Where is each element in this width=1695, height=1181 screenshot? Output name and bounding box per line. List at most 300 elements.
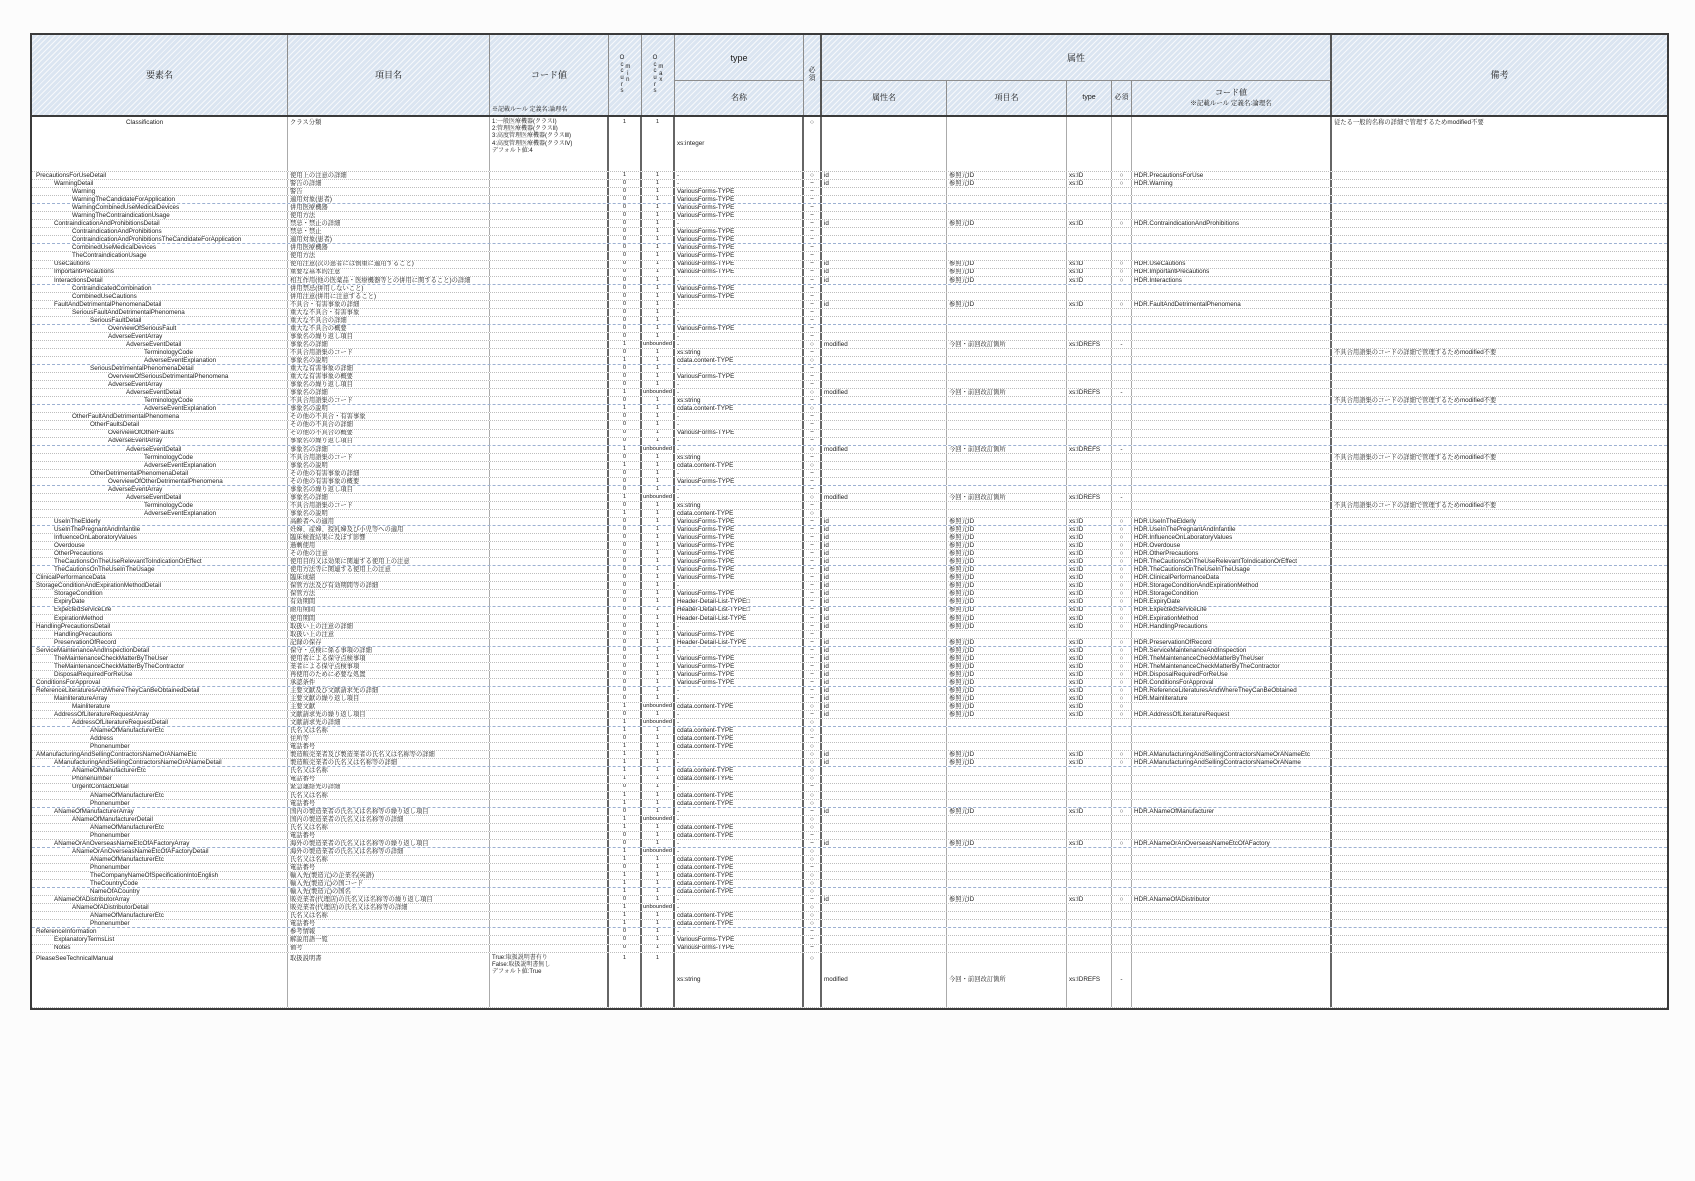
cell-item-name: 使用目的又は効果に関連する使用上の注意	[288, 558, 490, 565]
cell-attr-item	[947, 117, 1067, 171]
cell-occurs-min: 0	[609, 373, 642, 380]
cell-occurs-min: 1	[609, 510, 642, 517]
cell-code-value: True:取扱説明書有り False:取扱説明書無し デフォルト値:True	[490, 953, 609, 1007]
cell-occurs-min: 0	[609, 590, 642, 597]
cell-required: −	[804, 365, 822, 372]
cell-required: ○	[804, 800, 822, 807]
cell-attr-item: 参照元ID	[947, 558, 1067, 565]
cell-attr-code	[1132, 236, 1332, 243]
cell-code-value	[490, 454, 609, 461]
cell-required: −	[804, 936, 822, 943]
cell-required: −	[804, 655, 822, 662]
cell-attr-name: modified	[822, 494, 947, 501]
cell-element-name: WarningCombinedUseMedicalDevices	[32, 204, 288, 211]
cell-attr-item	[947, 252, 1067, 259]
col-header-type: type	[675, 35, 804, 81]
cell-element-name: TerminologyCode	[32, 502, 288, 509]
cell-code-value	[490, 590, 609, 597]
cell-occurs-min: 0	[609, 896, 642, 903]
table-row	[32, 502, 1667, 510]
cell-attr-name	[822, 413, 947, 420]
cell-attr-name: id	[822, 695, 947, 702]
cell-attr-required: ○	[1112, 751, 1132, 758]
cell-remarks	[1332, 751, 1667, 758]
cell-attr-code	[1132, 478, 1332, 485]
table-row	[32, 542, 1667, 550]
cell-attr-type	[1067, 816, 1112, 823]
cell-occurs-min: 0	[609, 397, 642, 404]
cell-required: −	[804, 381, 822, 388]
cell-attr-name	[822, 188, 947, 195]
cell-element-name: TheCautionsOnTheUseRelevantToIndicationOrEffect	[32, 558, 288, 565]
cell-occurs-min: 0	[609, 454, 642, 461]
cell-attr-item	[947, 317, 1067, 324]
cell-attr-item: 参照元ID	[947, 687, 1067, 694]
cell-type: cdata.content-TYPE	[675, 864, 804, 871]
cell-attr-name	[822, 510, 947, 517]
cell-attr-code	[1132, 784, 1332, 791]
cell-occurs-max: 1	[642, 598, 675, 605]
cell-occurs-min: 0	[609, 365, 642, 372]
col-header-remarks: 備考	[1490, 70, 1509, 80]
cell-required: −	[804, 832, 822, 839]
cell-attr-item: 参照元ID	[947, 711, 1067, 718]
cell-code-value	[490, 945, 609, 952]
cell-attr-name	[822, 880, 947, 887]
table-row	[32, 204, 1667, 212]
cell-attr-type	[1067, 800, 1112, 807]
cell-attr-required	[1112, 285, 1132, 292]
cell-attr-item	[947, 293, 1067, 300]
cell-attr-required	[1112, 430, 1132, 437]
cell-required: −	[804, 470, 822, 477]
cell-remarks: 不具合用語集のコードの詳細で管理するためmodified不要	[1334, 397, 1497, 405]
cell-item-name: 住所等	[288, 735, 490, 742]
cell-attr-code: HDR.ReferenceLiteraturesAndWhereTheyCanBeObtained	[1132, 687, 1332, 694]
cell-occurs-max: 1	[642, 727, 675, 734]
cell-occurs-max: unbounded	[642, 341, 675, 348]
cell-attr-item	[947, 928, 1067, 935]
cell-remarks	[1332, 252, 1667, 259]
spec-table	[30, 33, 1669, 1010]
cell-code-value	[490, 204, 609, 211]
cell-occurs-max: 1	[642, 309, 675, 316]
table-row	[32, 212, 1667, 220]
cell-attr-name: id	[822, 687, 947, 694]
cell-attr-required: ○	[1112, 574, 1132, 581]
cell-attr-code: HDR.StorageConditionAndExpirationMethod	[1132, 582, 1332, 589]
cell-attr-code	[1132, 212, 1332, 219]
cell-attr-type	[1067, 743, 1112, 750]
cell-attr-required	[1112, 188, 1132, 195]
cell-attr-code	[1132, 397, 1332, 404]
cell-code-value	[490, 558, 609, 565]
cell-element-name: PreservationOfRecord	[32, 639, 288, 646]
cell-code-value	[490, 438, 609, 445]
table-row	[32, 671, 1667, 679]
table-row	[32, 776, 1667, 784]
cell-occurs-min: 1	[609, 872, 642, 879]
cell-required: −	[804, 325, 822, 332]
cell-attr-code	[1132, 349, 1332, 356]
cell-attr-item: 今回・前回改訂箇所	[947, 953, 1067, 1007]
cell-attr-required: ○	[1112, 301, 1132, 308]
cell-attr-type	[1067, 333, 1112, 340]
cell-attr-name	[822, 727, 947, 734]
cell-item-name: 重大な有害事象の詳細	[288, 365, 490, 372]
table-row	[32, 639, 1667, 647]
cell-attr-type	[1067, 413, 1112, 420]
table-row	[32, 695, 1667, 703]
cell-occurs-max: 1	[642, 695, 675, 702]
cell-code-value	[490, 808, 609, 815]
cell-occurs-min: 1	[609, 848, 642, 855]
cell-attr-type	[1067, 430, 1112, 437]
cell-attr-required: ○	[1112, 590, 1132, 597]
cell-element-name: ANameOfManufacturerEtc	[32, 792, 288, 799]
cell-type: -	[675, 687, 804, 694]
cell-attr-type	[1067, 357, 1112, 364]
cell-attr-code	[1132, 816, 1332, 823]
cell-remarks	[1332, 196, 1667, 203]
table-row	[32, 478, 1667, 486]
cell-occurs-min: 0	[609, 180, 642, 187]
cell-item-name: 事象名の詳細	[288, 446, 490, 453]
cell-code-value	[490, 832, 609, 839]
cell-occurs-min: 0	[609, 671, 642, 678]
cell-attr-item	[947, 438, 1067, 445]
cell-attr-required	[1112, 470, 1132, 477]
cell-attr-code	[1132, 341, 1332, 348]
table-row	[32, 792, 1667, 800]
table-row	[32, 912, 1667, 920]
cell-attr-type	[1067, 486, 1112, 493]
cell-occurs-min: 0	[609, 244, 642, 251]
cell-attr-code: HDR.StorageCondition	[1132, 590, 1332, 597]
cell-occurs-max: unbounded	[642, 904, 675, 911]
cell-remarks	[1332, 743, 1667, 750]
cell-attr-name: id	[822, 550, 947, 557]
cell-attr-code	[1132, 936, 1332, 943]
cell-type: VariousForms-TYPE	[675, 228, 804, 235]
cell-element-name: ImportantPrecautions	[32, 269, 288, 276]
cell-attr-type: xs:ID	[1067, 808, 1112, 815]
cell-item-name: 電話番号	[288, 920, 490, 927]
cell-attr-type	[1067, 252, 1112, 259]
cell-occurs-max: 1	[642, 953, 675, 1007]
table-row	[32, 727, 1667, 735]
table-row	[32, 631, 1667, 639]
cell-type: cdata.content-TYPE	[675, 888, 804, 895]
cell-occurs-min: 1	[609, 357, 642, 364]
cell-type: -	[675, 438, 804, 445]
cell-item-name: 禁忌・禁止	[288, 228, 490, 235]
cell-element-name: OtherFaultsDetail	[32, 421, 288, 428]
cell-attr-code: HDR.Warning	[1132, 180, 1332, 187]
cell-occurs-min: 0	[609, 631, 642, 638]
cell-occurs-min: 0	[609, 687, 642, 694]
cell-code-value	[490, 325, 609, 332]
table-row	[32, 244, 1667, 252]
cell-required: −	[804, 285, 822, 292]
cell-remarks	[1332, 856, 1667, 863]
table-row	[32, 277, 1667, 285]
cell-type: cdata.content-TYPE	[675, 510, 804, 517]
cell-attr-item	[947, 212, 1067, 219]
cell-attr-type: xs:ID	[1067, 896, 1112, 903]
cell-item-name: 使用方法	[288, 212, 490, 219]
cell-occurs-max: unbounded	[642, 389, 675, 396]
cell-type: VariousForms-TYPE	[675, 244, 804, 251]
cell-item-name: 使用者による保守点検事項	[288, 655, 490, 662]
cell-attr-type: xs:ID	[1067, 663, 1112, 670]
cell-remarks	[1332, 373, 1667, 380]
cell-code-value	[490, 735, 609, 742]
cell-attr-code	[1132, 244, 1332, 251]
cell-attr-required	[1112, 317, 1132, 324]
cell-code-value	[490, 430, 609, 437]
cell-item-name: 事象名の詳細	[288, 341, 490, 348]
cell-attr-required	[1112, 333, 1132, 340]
cell-code-value	[490, 888, 609, 895]
cell-attr-name	[822, 421, 947, 428]
cell-attr-code: HDR.InfluenceOnLaboratoryValues	[1132, 534, 1332, 541]
cell-attr-code: HDR.UseCautions	[1132, 261, 1332, 268]
table-row	[32, 872, 1667, 880]
cell-remarks	[1332, 389, 1667, 396]
cell-attr-required: ○	[1112, 180, 1132, 187]
cell-attr-required	[1112, 792, 1132, 799]
cell-remarks	[1332, 357, 1667, 364]
cell-attr-item: 参照元ID	[947, 518, 1067, 525]
cell-occurs-max: 1	[642, 413, 675, 420]
cell-attr-code: HDR.FaultAndDetrimentalPhenomena	[1132, 301, 1332, 308]
cell-item-name: 記録の保存	[288, 639, 490, 646]
cell-required: −	[804, 373, 822, 380]
cell-item-name: 製造販売業者の氏名又は名称等の詳細	[288, 759, 490, 766]
cell-attr-item: 参照元ID	[947, 301, 1067, 308]
cell-attr-code	[1132, 373, 1332, 380]
cell-attr-required: ○	[1112, 679, 1132, 686]
table-row	[32, 590, 1667, 598]
cell-required: −	[804, 558, 822, 565]
cell-occurs-max: 1	[642, 365, 675, 372]
cell-type: VariousForms-TYPE	[675, 679, 804, 686]
cell-attr-required	[1112, 454, 1132, 461]
cell-attr-name: id	[822, 751, 947, 758]
cell-attr-item: 参照元ID	[947, 582, 1067, 589]
cell-occurs-max: 1	[642, 679, 675, 686]
cell-remarks	[1332, 615, 1667, 622]
cell-attr-name: id	[822, 301, 947, 308]
cell-attr-item	[947, 413, 1067, 420]
cell-attr-name: id	[822, 590, 947, 597]
cell-attr-required: ○	[1112, 220, 1132, 227]
cell-occurs-min: 1	[609, 880, 642, 887]
cell-attr-item: 今回・前回改訂箇所	[947, 494, 1067, 501]
cell-attr-required	[1112, 293, 1132, 300]
cell-attr-item	[947, 430, 1067, 437]
cell-code-value	[490, 542, 609, 549]
table-row	[32, 269, 1667, 277]
cell-required: −	[804, 663, 822, 670]
cell-element-name: TheCautionsOnTheUseInTheUsage	[32, 566, 288, 573]
cell-occurs-max: 1	[642, 196, 675, 203]
cell-remarks	[1332, 317, 1667, 324]
cell-attr-item	[947, 631, 1067, 638]
cell-type: VariousForms-TYPE	[675, 526, 804, 533]
cell-attr-name	[822, 462, 947, 469]
cell-attr-code: HDR.ServiceMaintenanceAndInspection	[1132, 647, 1332, 654]
cell-attr-type: xs:ID	[1067, 534, 1112, 541]
cell-item-name: 事象名の繰り返し項目	[288, 486, 490, 493]
cell-attr-item	[947, 816, 1067, 823]
cell-attr-name	[822, 349, 947, 356]
cell-attr-code: HDR.ExpectedServiceLife	[1132, 607, 1332, 614]
cell-attr-type	[1067, 397, 1112, 404]
cell-attr-name	[822, 936, 947, 943]
cell-required: ○	[804, 405, 822, 412]
cell-remarks	[1332, 928, 1667, 935]
cell-type: VariousForms-TYPE	[675, 566, 804, 573]
cell-element-name: AdverseEventExplanation	[32, 462, 288, 469]
cell-element-name: SeriousFaultDetail	[32, 317, 288, 324]
cell-attr-required	[1112, 856, 1132, 863]
cell-attr-type	[1067, 365, 1112, 372]
cell-attr-type: xs:ID	[1067, 703, 1112, 710]
cell-occurs-min: 0	[609, 470, 642, 477]
cell-attr-required	[1112, 872, 1132, 879]
cell-element-name: WarningTheContraindicationUsage	[32, 212, 288, 219]
table-row	[32, 325, 1667, 333]
cell-attr-required	[1112, 743, 1132, 750]
cell-occurs-max: 1	[642, 534, 675, 541]
cell-code-value	[490, 502, 609, 509]
cell-required: −	[804, 309, 822, 316]
cell-occurs-min: 1	[609, 462, 642, 469]
table-row	[32, 494, 1667, 502]
attr-col-header-name: 属性名	[822, 81, 947, 115]
cell-attr-item	[947, 920, 1067, 927]
cell-remarks	[1332, 671, 1667, 678]
cell-attr-type: xs:ID	[1067, 671, 1112, 678]
cell-element-name: ContraindicationAndProhibitions	[32, 228, 288, 235]
cell-attr-type: xs:ID	[1067, 687, 1112, 694]
table-row	[32, 687, 1667, 695]
cell-item-name: 海外の製造業者の氏名又は名称等の詳細	[288, 848, 490, 855]
cell-required: −	[804, 526, 822, 533]
cell-item-name: 氏名又は名称	[288, 824, 490, 831]
cell-element-name: TheMaintenanceCheckMatterByTheUser	[32, 655, 288, 662]
cell-type: -	[675, 317, 804, 324]
cell-attr-name: id	[822, 671, 947, 678]
cell-item-name: 製造販売業者及び製造業者の氏名又は名称等の詳細	[288, 751, 490, 758]
table-row	[32, 864, 1667, 872]
cell-attr-type: xs:ID	[1067, 639, 1112, 646]
table-row	[32, 759, 1667, 767]
cell-attr-name: modified	[822, 446, 947, 453]
cell-occurs-max: 1	[642, 751, 675, 758]
table-row	[32, 566, 1667, 574]
cell-remarks	[1332, 953, 1667, 1007]
cell-occurs-max: 1	[642, 373, 675, 380]
cell-attr-name	[822, 293, 947, 300]
cell-attr-item: 参照元ID	[947, 172, 1067, 179]
cell-attr-name: id	[822, 582, 947, 589]
cell-element-name: InfluenceOnLaboratoryValues	[32, 534, 288, 541]
table-row	[32, 920, 1667, 928]
cell-type: cdata.content-TYPE	[675, 767, 804, 774]
cell-occurs-min: 0	[609, 928, 642, 935]
cell-remarks	[1332, 478, 1667, 485]
cell-attr-item	[947, 776, 1067, 783]
cell-occurs-min: 0	[609, 840, 642, 847]
cell-remarks	[1332, 767, 1667, 774]
cell-attr-code	[1132, 454, 1332, 461]
cell-element-name: TerminologyCode	[32, 454, 288, 461]
cell-required: ○	[804, 494, 822, 501]
cell-required: ○	[804, 446, 822, 453]
cell-element-name: ConditionsForApproval	[32, 679, 288, 686]
cell-element-name: MainliteratureArray	[32, 695, 288, 702]
attr-col-header-item: 項目名	[947, 81, 1067, 115]
cell-required: ○	[804, 341, 822, 348]
cell-attr-type	[1067, 196, 1112, 203]
cell-attr-type: xs:ID	[1067, 679, 1112, 686]
cell-element-name: ANameOrAnOverseasNameEtcOfAFactoryArray	[32, 840, 288, 847]
cell-occurs-max: 1	[642, 687, 675, 694]
cell-remarks	[1332, 566, 1667, 573]
cell-code-value	[490, 494, 609, 501]
cell-code-value	[490, 631, 609, 638]
cell-required: −	[804, 945, 822, 952]
cell-remarks	[1332, 518, 1667, 525]
cell-attr-item	[947, 244, 1067, 251]
cell-item-name: 緊急連絡先の詳細	[288, 784, 490, 791]
cell-item-name: 承認条件	[288, 679, 490, 686]
cell-occurs-max: 1	[642, 615, 675, 622]
cell-occurs-min: 1	[609, 856, 642, 863]
table-row	[32, 824, 1667, 832]
table-row	[32, 252, 1667, 260]
cell-type: cdata.content-TYPE	[675, 735, 804, 742]
cell-element-name: StorageCondition	[32, 590, 288, 597]
cell-element-name: HandlingPrecautionsDetail	[32, 623, 288, 630]
cell-occurs-max: unbounded	[642, 494, 675, 501]
table-row	[32, 446, 1667, 454]
table-row	[32, 808, 1667, 816]
cell-code-value	[490, 244, 609, 251]
cell-attr-type: xs:ID	[1067, 759, 1112, 766]
cell-remarks: 不具合用語集のコードの詳細で管理するためmodified不要	[1334, 453, 1497, 461]
cell-attr-required	[1112, 735, 1132, 742]
cell-item-name: 有効期間	[288, 598, 490, 605]
cell-code-value	[490, 261, 609, 268]
cell-element-name: AdverseEventExplanation	[32, 510, 288, 517]
cell-attr-name: id	[822, 808, 947, 815]
cell-remarks	[1332, 421, 1667, 428]
cell-type: VariousForms-TYPE	[675, 542, 804, 549]
cell-code-value	[490, 872, 609, 879]
cell-attr-required	[1112, 928, 1132, 935]
cell-element-name: UseInTheElderly	[32, 518, 288, 525]
cell-required: −	[804, 413, 822, 420]
cell-occurs-min: 1	[609, 767, 642, 774]
cell-attr-code	[1132, 735, 1332, 742]
cell-attr-code	[1132, 904, 1332, 911]
cell-attr-code: HDR.Overdouse	[1132, 542, 1332, 549]
cell-element-name: SeriousDetrimentalPhenomenaDetail	[32, 365, 288, 372]
